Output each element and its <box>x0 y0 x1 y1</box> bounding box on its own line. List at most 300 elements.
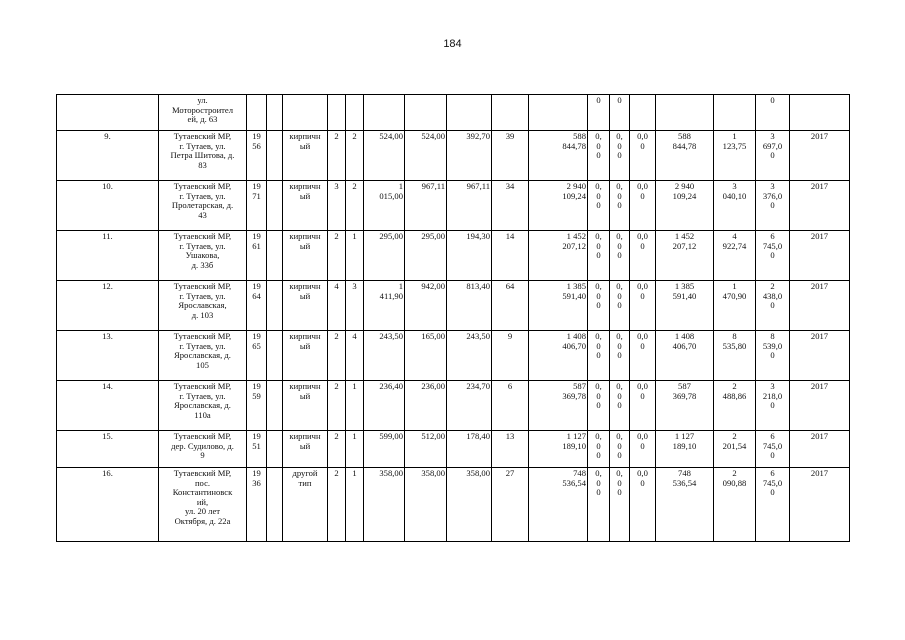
max-cost-cell <box>756 131 790 181</box>
residents-cell: 34 <box>492 181 529 231</box>
cell-line: 189,10 <box>672 440 697 451</box>
cost-per-sqm-cell <box>714 468 756 542</box>
max-cost-cell <box>756 95 790 131</box>
cell-line: 1 452 <box>566 231 586 241</box>
address-cell <box>159 95 247 131</box>
cell-line: 0 <box>596 450 601 461</box>
cell-line: Октября, д. 22а <box>174 515 231 526</box>
cell-line: 0 <box>596 487 601 498</box>
cell-line: 0, <box>616 231 623 241</box>
floors-cell: 2 <box>328 231 346 281</box>
cell-line: г. Тутаев, ул. <box>179 290 226 301</box>
floors-cell: 2 <box>328 468 346 542</box>
cell-line: 406,70 <box>672 340 697 351</box>
cell-line: кирпичн <box>289 381 321 391</box>
empty-cell <box>267 331 283 381</box>
cell-line: 1 127 <box>566 431 586 441</box>
cell-line: 358,00 <box>421 468 445 478</box>
living-area-cell <box>405 281 447 331</box>
cell-line: г. Тутаев, ул. <box>179 340 226 351</box>
cost-per-sqm-cell <box>714 331 756 381</box>
cell-line: 2 <box>732 381 737 391</box>
empty-cell <box>267 95 283 131</box>
residential-area-cell <box>447 181 492 231</box>
address-cell <box>159 131 247 181</box>
row-number: 12. <box>57 281 159 331</box>
cell-line: 56 <box>252 140 261 151</box>
residents-cell: 39 <box>492 131 529 181</box>
cell-line: 1 127 <box>674 431 695 441</box>
regional-budget-cell <box>610 381 630 431</box>
local-budget-cell <box>630 468 656 542</box>
cell-line: 745,0 <box>762 440 783 451</box>
cell-line: 0, <box>616 468 623 478</box>
cell-line: 844,78 <box>672 140 697 151</box>
total-area-cell <box>364 181 405 231</box>
cell-line: 0 <box>640 440 645 451</box>
cell-line: г. Тутаев, ул. <box>179 190 226 201</box>
build-year-cell <box>247 281 267 331</box>
cell-line: 36 <box>252 477 261 488</box>
cell-line: 0 <box>596 240 601 251</box>
total-cost-cell <box>529 281 588 331</box>
cell-line: дер. Судилово, д. <box>171 440 234 451</box>
local-budget-cell <box>630 231 656 281</box>
cell-line: 0,0 <box>637 231 648 241</box>
cell-line: г. Тутаев, ул. <box>179 240 226 251</box>
fund-cell <box>588 381 610 431</box>
total-cost-cell <box>529 95 588 131</box>
total-area-cell <box>364 468 405 542</box>
cell-line: д. 33б <box>191 259 214 270</box>
residential-area-cell <box>447 468 492 542</box>
address-cell <box>159 181 247 231</box>
completion-year-cell: 2017 <box>790 181 850 231</box>
cell-line: 587 <box>678 381 691 391</box>
completion-year-cell: 2017 <box>790 281 850 331</box>
cell-line: Ушакова, <box>185 250 220 261</box>
regional-budget-cell <box>610 468 630 542</box>
cell-line: 1 <box>732 281 737 291</box>
cell-line: 0 <box>640 390 645 401</box>
cell-line: 376,0 <box>762 190 783 201</box>
table-row <box>57 231 850 281</box>
owners-funds-cell <box>656 131 714 181</box>
cell-line: 524,00 <box>379 131 403 141</box>
empty-cell <box>267 468 283 542</box>
build-year-cell <box>247 131 267 181</box>
cell-line: 123,75 <box>722 140 747 151</box>
cell-line: 591,40 <box>562 290 586 301</box>
cell-line: 19 <box>252 468 261 478</box>
cell-line: 19 <box>252 181 261 191</box>
wall-material-cell <box>283 95 328 131</box>
living-area-cell <box>405 131 447 181</box>
cell-line: 0 <box>770 350 775 361</box>
fund-cell <box>588 131 610 181</box>
cell-line: 19 <box>252 231 261 241</box>
local-budget-cell <box>630 181 656 231</box>
cell-line: 358,00 <box>466 468 490 478</box>
floors-cell: 4 <box>328 281 346 331</box>
empty-cell <box>267 281 283 331</box>
cell-line: 0 <box>617 477 622 488</box>
cell-line: 0, <box>595 468 602 478</box>
cell-line: д. 103 <box>191 309 214 320</box>
table-row <box>57 468 850 542</box>
cell-line: 59 <box>252 390 261 401</box>
cell-line: 0 <box>617 140 622 151</box>
max-cost-cell <box>756 431 790 468</box>
cell-line: 0 <box>596 95 601 105</box>
living-area-cell <box>405 331 447 381</box>
residential-area-cell <box>447 381 492 431</box>
cell-line: 64 <box>252 290 261 301</box>
cell-line: 0, <box>616 281 623 291</box>
regional-budget-cell <box>610 431 630 468</box>
living-area-cell <box>405 231 447 281</box>
cell-line: 109,24 <box>562 190 586 201</box>
empty-cell <box>267 231 283 281</box>
cell-line: 110а <box>194 409 211 420</box>
build-year-cell <box>247 95 267 131</box>
residents-cell: 27 <box>492 468 529 542</box>
cell-line: Тутаевский МР, <box>173 431 232 441</box>
regional-budget-cell <box>610 331 630 381</box>
residents-cell: 13 <box>492 431 529 468</box>
owners-funds-cell <box>656 181 714 231</box>
cell-line: 591,40 <box>672 290 697 301</box>
cell-line: кирпичн <box>289 181 321 191</box>
cost-per-sqm-cell <box>714 131 756 181</box>
cell-line: ей, д. 63 <box>187 114 218 125</box>
cell-line: ый <box>299 340 311 351</box>
cell-line: 470,90 <box>722 290 747 301</box>
local-budget-cell <box>630 331 656 381</box>
total-area-cell <box>364 431 405 468</box>
row-number: 9. <box>57 131 159 181</box>
cell-line: 0, <box>616 431 623 441</box>
cell-line: 0 <box>596 140 601 151</box>
total-area-cell <box>364 95 405 131</box>
cell-line: ый <box>299 440 311 451</box>
table-row <box>57 131 850 181</box>
table-row <box>57 431 850 468</box>
cell-line: 8 <box>732 331 737 341</box>
cell-line: 488,86 <box>722 390 747 401</box>
empty-cell <box>267 381 283 431</box>
local-budget-cell <box>630 95 656 131</box>
owners-funds-cell <box>656 381 714 431</box>
cost-per-sqm-cell <box>714 381 756 431</box>
cell-line: Ярославская, <box>178 300 227 311</box>
residents-cell <box>492 95 529 131</box>
cell-line: 236,40 <box>379 381 403 391</box>
cell-line: 0, <box>595 231 602 241</box>
cell-line: 6 <box>770 231 775 241</box>
address-cell <box>159 331 247 381</box>
cell-line: 3 <box>770 131 775 141</box>
cell-line: 0 <box>770 95 775 105</box>
cell-line: 0 <box>617 300 622 311</box>
cell-line: 0 <box>596 150 601 161</box>
cell-line: 942,00 <box>421 281 445 291</box>
wall-material-cell <box>283 381 328 431</box>
wall-material-cell <box>283 331 328 381</box>
cell-line: 0 <box>640 477 645 488</box>
entrances-cell: 4 <box>346 331 364 381</box>
build-year-cell <box>247 231 267 281</box>
total-cost-cell <box>529 331 588 381</box>
entrances-cell: 2 <box>346 131 364 181</box>
cell-line: 0 <box>596 200 601 211</box>
total-area-cell <box>364 281 405 331</box>
cell-line: 218,0 <box>762 390 783 401</box>
cell-line: 8 <box>770 331 775 341</box>
cell-line: 358,00 <box>379 468 403 478</box>
cell-line: 539,0 <box>762 340 783 351</box>
row-number: 14. <box>57 381 159 431</box>
cell-line: 0 <box>617 450 622 461</box>
cell-line: 0, <box>616 331 623 341</box>
local-budget-cell <box>630 131 656 181</box>
completion-year-cell: 2017 <box>790 331 850 381</box>
cell-line: 207,12 <box>562 240 586 251</box>
residents-cell: 64 <box>492 281 529 331</box>
address-cell <box>159 281 247 331</box>
wall-material-cell <box>283 131 328 181</box>
cell-line: 0,0 <box>637 181 648 191</box>
cell-line: 512,00 <box>421 431 445 441</box>
cell-line: 599,00 <box>379 431 403 441</box>
fund-cell <box>588 95 610 131</box>
cell-line: Тутаевский МР, <box>173 281 232 291</box>
row-number: 13. <box>57 331 159 381</box>
cost-per-sqm-cell <box>714 181 756 231</box>
cell-line: тип <box>298 477 312 488</box>
cell-line: 0,0 <box>637 331 648 341</box>
cell-line: 0 <box>596 190 601 201</box>
cell-line: 189,10 <box>562 440 586 451</box>
total-cost-cell <box>529 131 588 181</box>
build-year-cell <box>247 431 267 468</box>
cell-line: 0 <box>770 300 775 311</box>
row-number: 15. <box>57 431 159 468</box>
cell-line: 0,0 <box>637 431 648 441</box>
total-area-cell <box>364 131 405 181</box>
local-budget-cell <box>630 431 656 468</box>
cell-line: 19 <box>252 331 261 341</box>
cell-line: 4 <box>732 231 737 241</box>
cell-line: 0 <box>617 290 622 301</box>
cell-line: Ярославская, д. <box>174 400 231 411</box>
cell-line: 0 <box>617 150 622 161</box>
cell-line: кирпичн <box>289 231 321 241</box>
cell-line: 19 <box>252 131 261 141</box>
cell-line: 243,50 <box>379 331 403 341</box>
owners-funds-cell <box>656 468 714 542</box>
cell-line: Пролетарская, д. <box>171 200 234 211</box>
cell-line: г. Тутаев, ул. <box>179 140 226 151</box>
cell-line: 536,54 <box>562 477 586 488</box>
max-cost-cell <box>756 468 790 542</box>
cell-line: другой <box>292 468 318 478</box>
row-number <box>57 95 159 131</box>
cell-line: 0 <box>617 340 622 351</box>
total-area-cell <box>364 331 405 381</box>
entrances-cell: 3 <box>346 281 364 331</box>
table-row <box>57 381 850 431</box>
cell-line: 0 <box>596 390 601 401</box>
cell-line: 0 <box>596 477 601 488</box>
cell-line: 83 <box>198 159 207 170</box>
cell-line: 0 <box>617 390 622 401</box>
cell-line: 697,0 <box>762 140 783 151</box>
cell-line: ый <box>299 290 311 301</box>
fund-cell <box>588 331 610 381</box>
cell-line: 0 <box>617 350 622 361</box>
total-cost-cell <box>529 381 588 431</box>
total-cost-cell <box>529 181 588 231</box>
cell-line: 587 <box>573 381 586 391</box>
cell-line: 369,78 <box>562 390 586 401</box>
cell-line: 295,00 <box>379 231 403 241</box>
cell-line: 0,0 <box>637 381 648 391</box>
cell-line: 6 <box>770 468 775 478</box>
cell-line: 201,54 <box>722 440 747 451</box>
living-area-cell <box>405 381 447 431</box>
cell-line: 0 <box>617 400 622 411</box>
max-cost-cell <box>756 231 790 281</box>
cell-line: 536,54 <box>672 477 697 488</box>
cell-line: 3 <box>770 181 775 191</box>
max-cost-cell <box>756 331 790 381</box>
cell-line: г. Тутаев, ул. <box>179 390 226 401</box>
regional-budget-cell <box>610 131 630 181</box>
cell-line: 1 <box>398 181 403 191</box>
cell-line: 0 <box>596 400 601 411</box>
cell-line: 748 <box>678 468 691 478</box>
residential-area-cell <box>447 331 492 381</box>
cell-line: Тутаевский МР, <box>173 131 232 141</box>
cell-line: кирпичн <box>289 131 321 141</box>
cell-line: 0 <box>596 350 601 361</box>
cell-line: ый <box>299 190 311 201</box>
owners-funds-cell <box>656 431 714 468</box>
local-budget-cell <box>630 381 656 431</box>
wall-material-cell <box>283 468 328 542</box>
cell-line: 0 <box>617 487 622 498</box>
floors-cell: 2 <box>328 431 346 468</box>
fund-cell <box>588 431 610 468</box>
wall-material-cell <box>283 431 328 468</box>
cell-line: 0 <box>596 290 601 301</box>
total-area-cell <box>364 381 405 431</box>
cell-line: 0, <box>616 181 623 191</box>
cell-line: Тутаевский МР, <box>173 468 232 478</box>
living-area-cell <box>405 431 447 468</box>
floors-cell: 2 <box>328 381 346 431</box>
cell-line: 61 <box>252 240 261 251</box>
completion-year-cell <box>790 95 850 131</box>
owners-funds-cell <box>656 231 714 281</box>
cell-line: 1 385 <box>566 281 586 291</box>
cell-line: 369,78 <box>672 390 697 401</box>
cell-line: 813,40 <box>466 281 490 291</box>
cell-line: 1 452 <box>674 231 695 241</box>
cell-line: 3 <box>732 181 737 191</box>
fund-cell <box>588 181 610 231</box>
cell-line: 967,11 <box>421 181 445 191</box>
entrances-cell: 1 <box>346 431 364 468</box>
cell-line: 43 <box>198 209 207 220</box>
residents-cell: 6 <box>492 381 529 431</box>
cell-line: 207,12 <box>672 240 697 251</box>
build-year-cell <box>247 468 267 542</box>
housing-register-table <box>56 94 850 542</box>
cell-line: 392,70 <box>466 131 490 141</box>
cell-line: 040,10 <box>722 190 747 201</box>
floors-cell: 3 <box>328 181 346 231</box>
completion-year-cell: 2017 <box>790 231 850 281</box>
cell-line: 0 <box>770 450 775 461</box>
cell-line: 0, <box>595 431 602 441</box>
cell-line: 2 940 <box>566 181 586 191</box>
owners-funds-cell <box>656 331 714 381</box>
fund-cell <box>588 231 610 281</box>
cell-line: Петра Шитова, д. <box>170 150 235 161</box>
cell-line: 411,90 <box>379 290 403 301</box>
cell-line: 0 <box>596 340 601 351</box>
cell-line: 2 <box>732 468 737 478</box>
owners-funds-cell <box>656 95 714 131</box>
table-row <box>57 331 850 381</box>
total-cost-cell <box>529 468 588 542</box>
cell-line: 0 <box>596 440 601 451</box>
cell-line: 194,30 <box>466 231 490 241</box>
cell-line: 0 <box>617 190 622 201</box>
cell-line: 748 <box>573 468 586 478</box>
cell-line: 0 <box>640 140 645 151</box>
floors-cell: 2 <box>328 331 346 381</box>
cell-line: 0 <box>640 340 645 351</box>
cost-per-sqm-cell <box>714 231 756 281</box>
cell-line: 524,00 <box>421 131 445 141</box>
cell-line: Константиновск <box>172 487 233 498</box>
entrances-cell <box>346 95 364 131</box>
table-row <box>57 181 850 231</box>
row-number: 11. <box>57 231 159 281</box>
table-row <box>57 95 850 131</box>
cell-line: 588 <box>678 131 691 141</box>
address-cell <box>159 381 247 431</box>
cell-line: 2 <box>770 281 775 291</box>
fund-cell <box>588 468 610 542</box>
cell-line: кирпичн <box>289 431 321 441</box>
cell-line: 1 <box>732 131 737 141</box>
cell-line: кирпичн <box>289 281 321 291</box>
cell-line: 0, <box>595 381 602 391</box>
cell-line: 0 <box>770 250 775 261</box>
cell-line: 0 <box>617 250 622 261</box>
cell-line: 19 <box>252 281 261 291</box>
cell-line: 19 <box>252 381 261 391</box>
cell-line: 844,78 <box>562 140 586 151</box>
cell-line: 0 <box>770 487 775 498</box>
residential-area-cell <box>447 281 492 331</box>
living-area-cell <box>405 468 447 542</box>
empty-cell <box>267 131 283 181</box>
